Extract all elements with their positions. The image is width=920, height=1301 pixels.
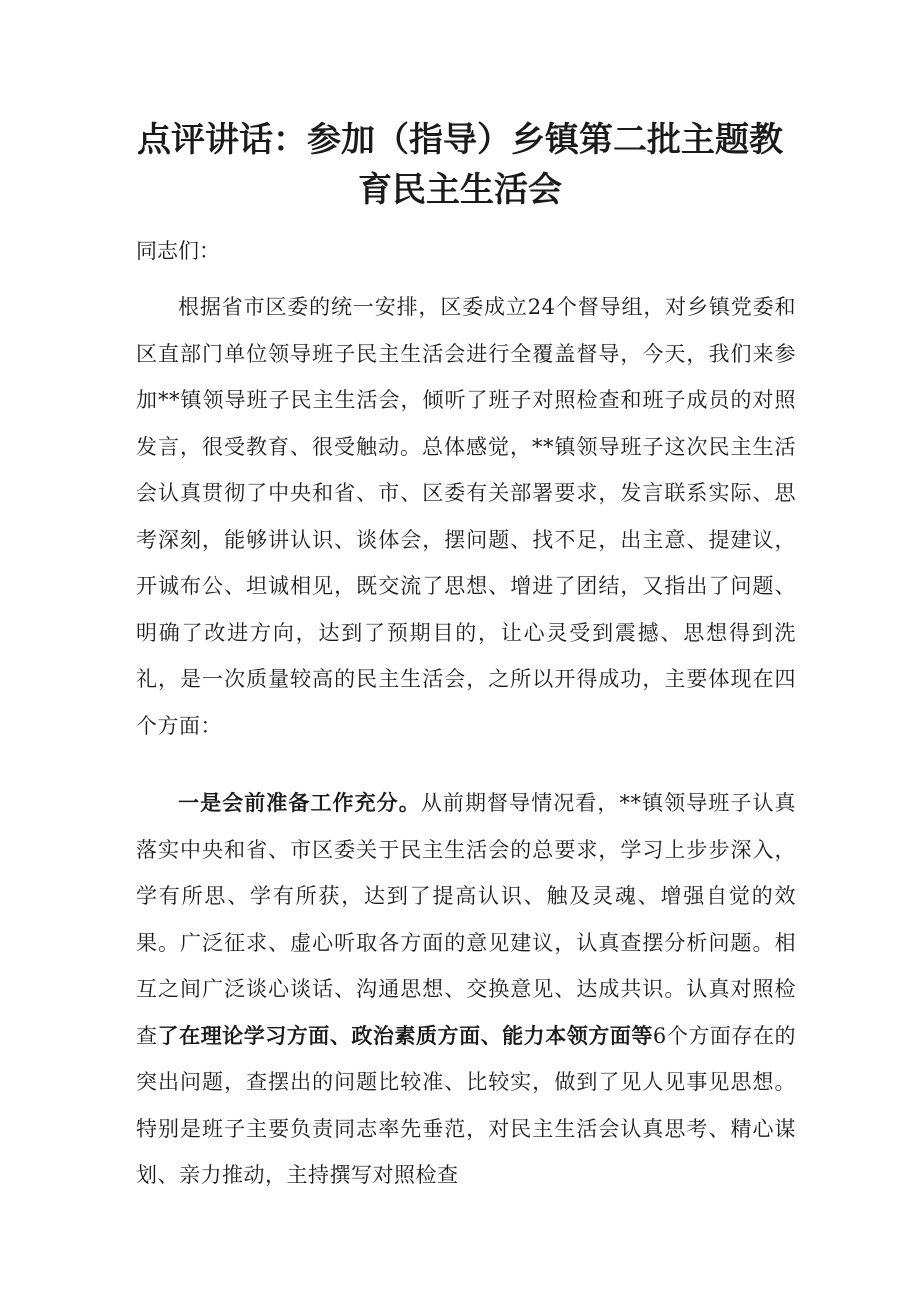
paragraph-2 (136, 780, 796, 1199)
greeting: 同志们： (136, 239, 220, 263)
paragraph-2-lead: 一是会前准备工作充分。 (178, 790, 421, 815)
paragraph-2-text-1: 从前期督导情况看，**镇领导班子认真落实中央和省、市区委关于民主生活会的总要求，学习上步步深入，学有所思、学有所获，达到了提高认识、触及灵魂、增强自觉的效果。广泛征求、虚心听取各方面的意见建议，认真查摆分析问题。相互之间广泛谈心谈话、沟通思想、交换意见、达成共识。认真对照检查 (136, 791, 797, 1048)
title-line-2: 育民主生活会 (358, 170, 562, 210)
paragraph-2-text-2: 6个方面存在的突出问题，查摆出的问题比较准、比较实，做到了见人见事见思想。特别是班子主要负责同志率先垂范，对民主生活会认真思考、精心谋划、亲力推动，主持撰写对照检查 (136, 1023, 797, 1187)
paragraph-1: 根据省市区委的统一安排，区委成立24个督导组，对乡镇党委和区直部门单位领导班子民主生活会进行全覆盖督导，今天，我们来参加**镇领导班子民主生活会，倾听了班子对照检查和班子成员的对照发言，很受教育、很受触动。总体感觉，**镇领导班子这次民主生活会认真贯彻了中央和省、市、区委有关部署要求，发言联系实际、思考深刻，能够讲认识、谈体会，摆问题、找不足，出主意、提建议，开诚布公、坦诚相见，既交流了思想、增进了团结，又指出了问题、明确了改进方向，达到了预期目的，让心灵受到震撼、思想得到洗礼，是一次质量较高的民主生活会，之所以开得成功，主要体现在四个方面： (136, 295, 796, 738)
title-line-1: 点评讲话：参加（指导）乡镇第二批主题教 (137, 120, 783, 160)
paragraph-2-bold-phrase: 了在理论学习方面、政治素质方面、能力本领方面等 (157, 1022, 653, 1048)
document-title (120, 115, 800, 215)
